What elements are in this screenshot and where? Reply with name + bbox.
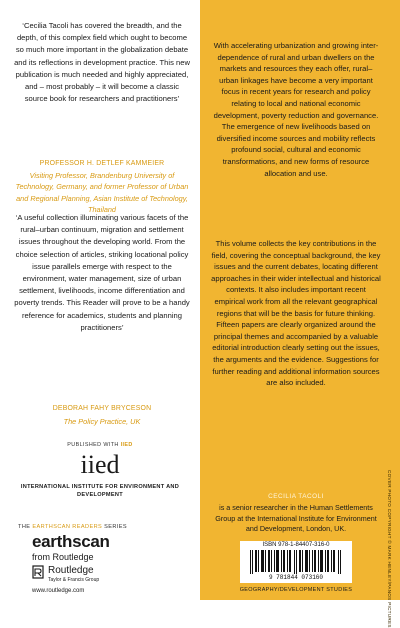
endorsement-1-affiliation: Visiting Professor, Brandenburg University of Technology, Germany, and former Professor of Urban and Regional Planning, Asian Institute of Technology, Thailand <box>15 171 189 215</box>
routledge-subtitle: Taylor & Francis Group <box>48 577 100 583</box>
series-suffix: SERIES <box>104 524 128 530</box>
publisher-website: www.routledge.com <box>32 588 85 594</box>
earthscan-logo: earthscan <box>32 532 110 551</box>
author-name: CECILIA TACOLI <box>268 493 324 500</box>
right-panel <box>200 0 400 628</box>
published-with-org: IIED <box>120 442 133 448</box>
author-bio: is a senior researcher in the Human Settlements Group at the International Institute for Environment and Development, London, UK. <box>215 503 377 534</box>
endorsement-quote-1: ‘Cecilia Tacoli has covered the breadth, and the depth, of this complex field which ought to become so much more important in the globalization debate and its reflections in development practice. This new publication is much needed and highly appreciated, and – most probably – it will become a classic source book for researchers and practitioners’ <box>14 21 190 104</box>
endorsement-quote-2: ‘A useful collection illuminating various facets of the rural–urban continuum, migration and settlement issues throughout the developing world. From the choice selection of articles, striking locational policy issue parallels emerge with respect to the environment, water management, size of urban settlement, livelihoods, income differentiation and poverty trends. This Reader will prove to be a handy reference for academics, students and planning practitioners’ <box>14 213 190 332</box>
series-prefix: THE <box>18 524 31 530</box>
subject-category: GEOGRAPHY/DEVELOPMENT STUDIES <box>239 587 353 593</box>
blurb-paragraph-1: With accelerating urbanization and growing inter-dependence of rural and urban dwellers on the markets and resources they each offer, rural–urban linkages have become a very important focus in recent years for research and policy relating to local and national economic development, poverty reduction and governance. The emergence of new livelihoods based on diversified income sources and mobility reflects profound social, cultural and economic transformations, and new forms of resource allocation and use. <box>213 41 379 178</box>
photo-credit: COVER PHOTO COPYRIGHT © MARK HENLEY/PANOS PICTURES <box>387 470 392 628</box>
routledge-logo-icon <box>32 565 44 579</box>
endorsement-2-name: DEBORAH FAHY BRYCESON <box>52 405 152 412</box>
series-line <box>18 524 127 530</box>
series-name: EARTHSCAN READERS <box>32 524 103 530</box>
published-with-text: PUBLISHED WITH <box>67 442 119 448</box>
isbn: ISBN 978-1-84407-316-0 <box>262 542 330 548</box>
barcode-digits: 9 781844 073160 <box>268 574 323 581</box>
from-routledge-text: from Routledge <box>32 552 94 562</box>
barcode-icon <box>250 550 342 574</box>
iied-full-name: INTERNATIONAL INSTITUTE FOR ENVIRONMENT AND DEVELOPMENT <box>20 484 180 498</box>
blurb-paragraph-2: This volume collects the key contributions in the field, covering the conceptual background, the key issues and the current debates, locating different approaches in their wider intellectual and historical contexts. It also includes important recent empirical work from all the relevant geographical regions that will be the basis for future thinking. Fifteen papers are clearly organized around the principal themes and accompanied by a valuable editorial introduction clearly setting out the issues, the arguments and the evidence. Suggestions for further reading and additional information sources are also included. <box>211 239 381 388</box>
left-panel <box>0 0 200 600</box>
published-with-label <box>0 442 200 448</box>
iied-logo: iied <box>80 450 120 479</box>
routledge-name: Routledge <box>48 565 94 576</box>
endorsement-2-affiliation: The Policy Practice, UK <box>63 417 141 426</box>
barcode-box <box>240 541 352 583</box>
endorsement-1-name: PROFESSOR H. DETLEF KAMMEIER <box>39 160 165 167</box>
